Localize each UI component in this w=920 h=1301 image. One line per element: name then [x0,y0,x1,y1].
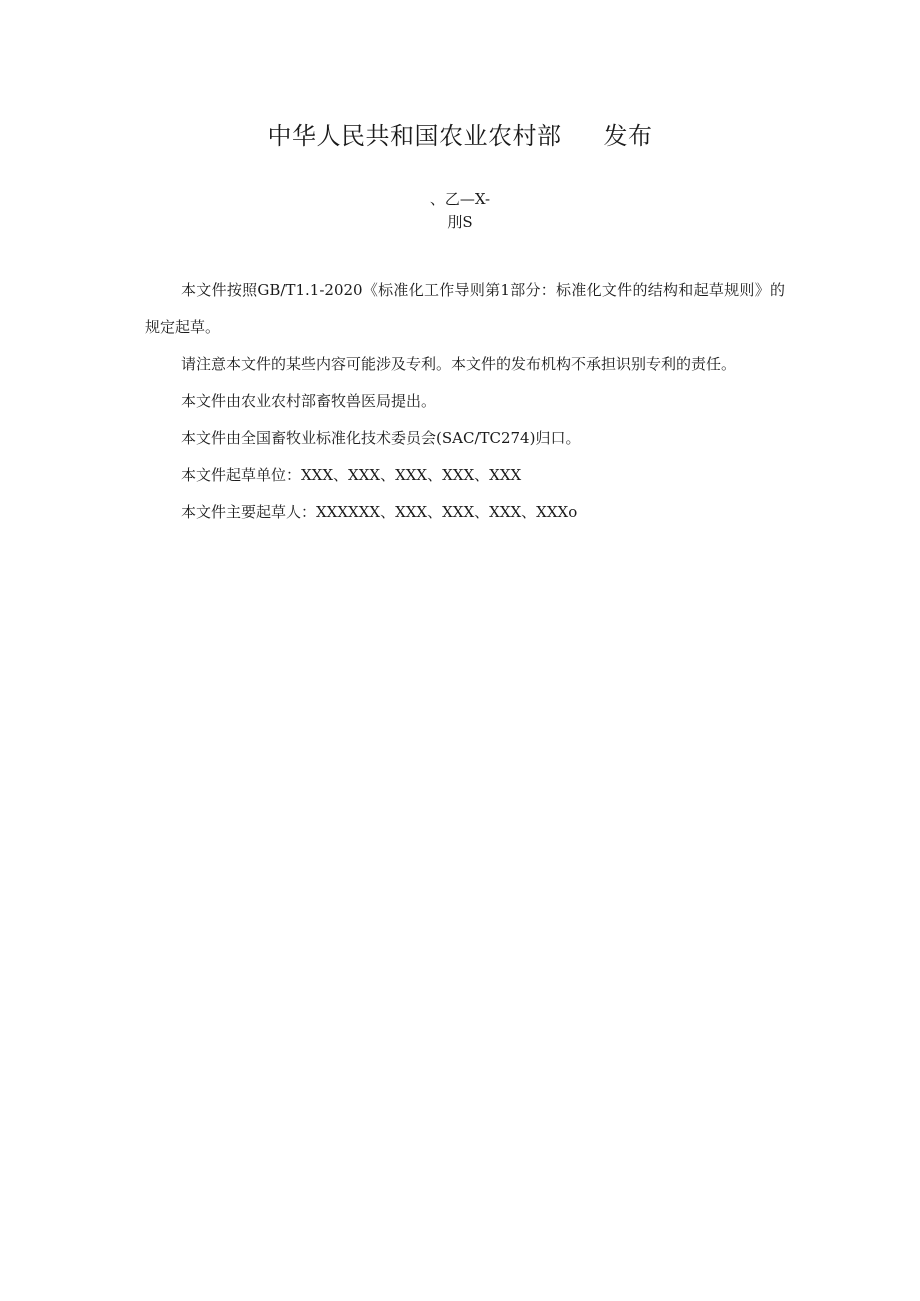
foreword-paragraph-patent-notice: 请注意本文件的某些内容可能涉及专利。本文件的发布机构不承担识别专利的责任。 [181,355,737,373]
issuing-ministry: 中华人民共和国农业农村部 [267,122,562,150]
foreword-paragraph-committee: 本文件由全国畜牧业标准化技术委员会(SAC/TC274)归口。 [181,429,581,447]
garbled-heading-line-2: 刖S [447,213,473,231]
foreword-paragraph-drafting-rules: 本文件按照GB/T1.1-2020《标准化工作导则第1部分：标准化文件的结构和起草规则》的规定起草。 [145,281,785,336]
foreword-paragraph-drafters: 本文件主要起草人：XXXXXX、XXX、XXX、XXX、XXXo [181,503,578,521]
garbled-heading-line-1: 、乙—X- [429,190,491,208]
issuer-line [0,116,920,151]
foreword-paragraph-proposer: 本文件由农业农村部畜牧兽医局提出。 [181,392,437,410]
foreword-paragraph-drafting-units: 本文件起草单位：XXX、XXX、XXX、XXX、XXX [181,466,522,484]
foreword-body [145,272,785,531]
release-label: 发布 [603,122,653,150]
